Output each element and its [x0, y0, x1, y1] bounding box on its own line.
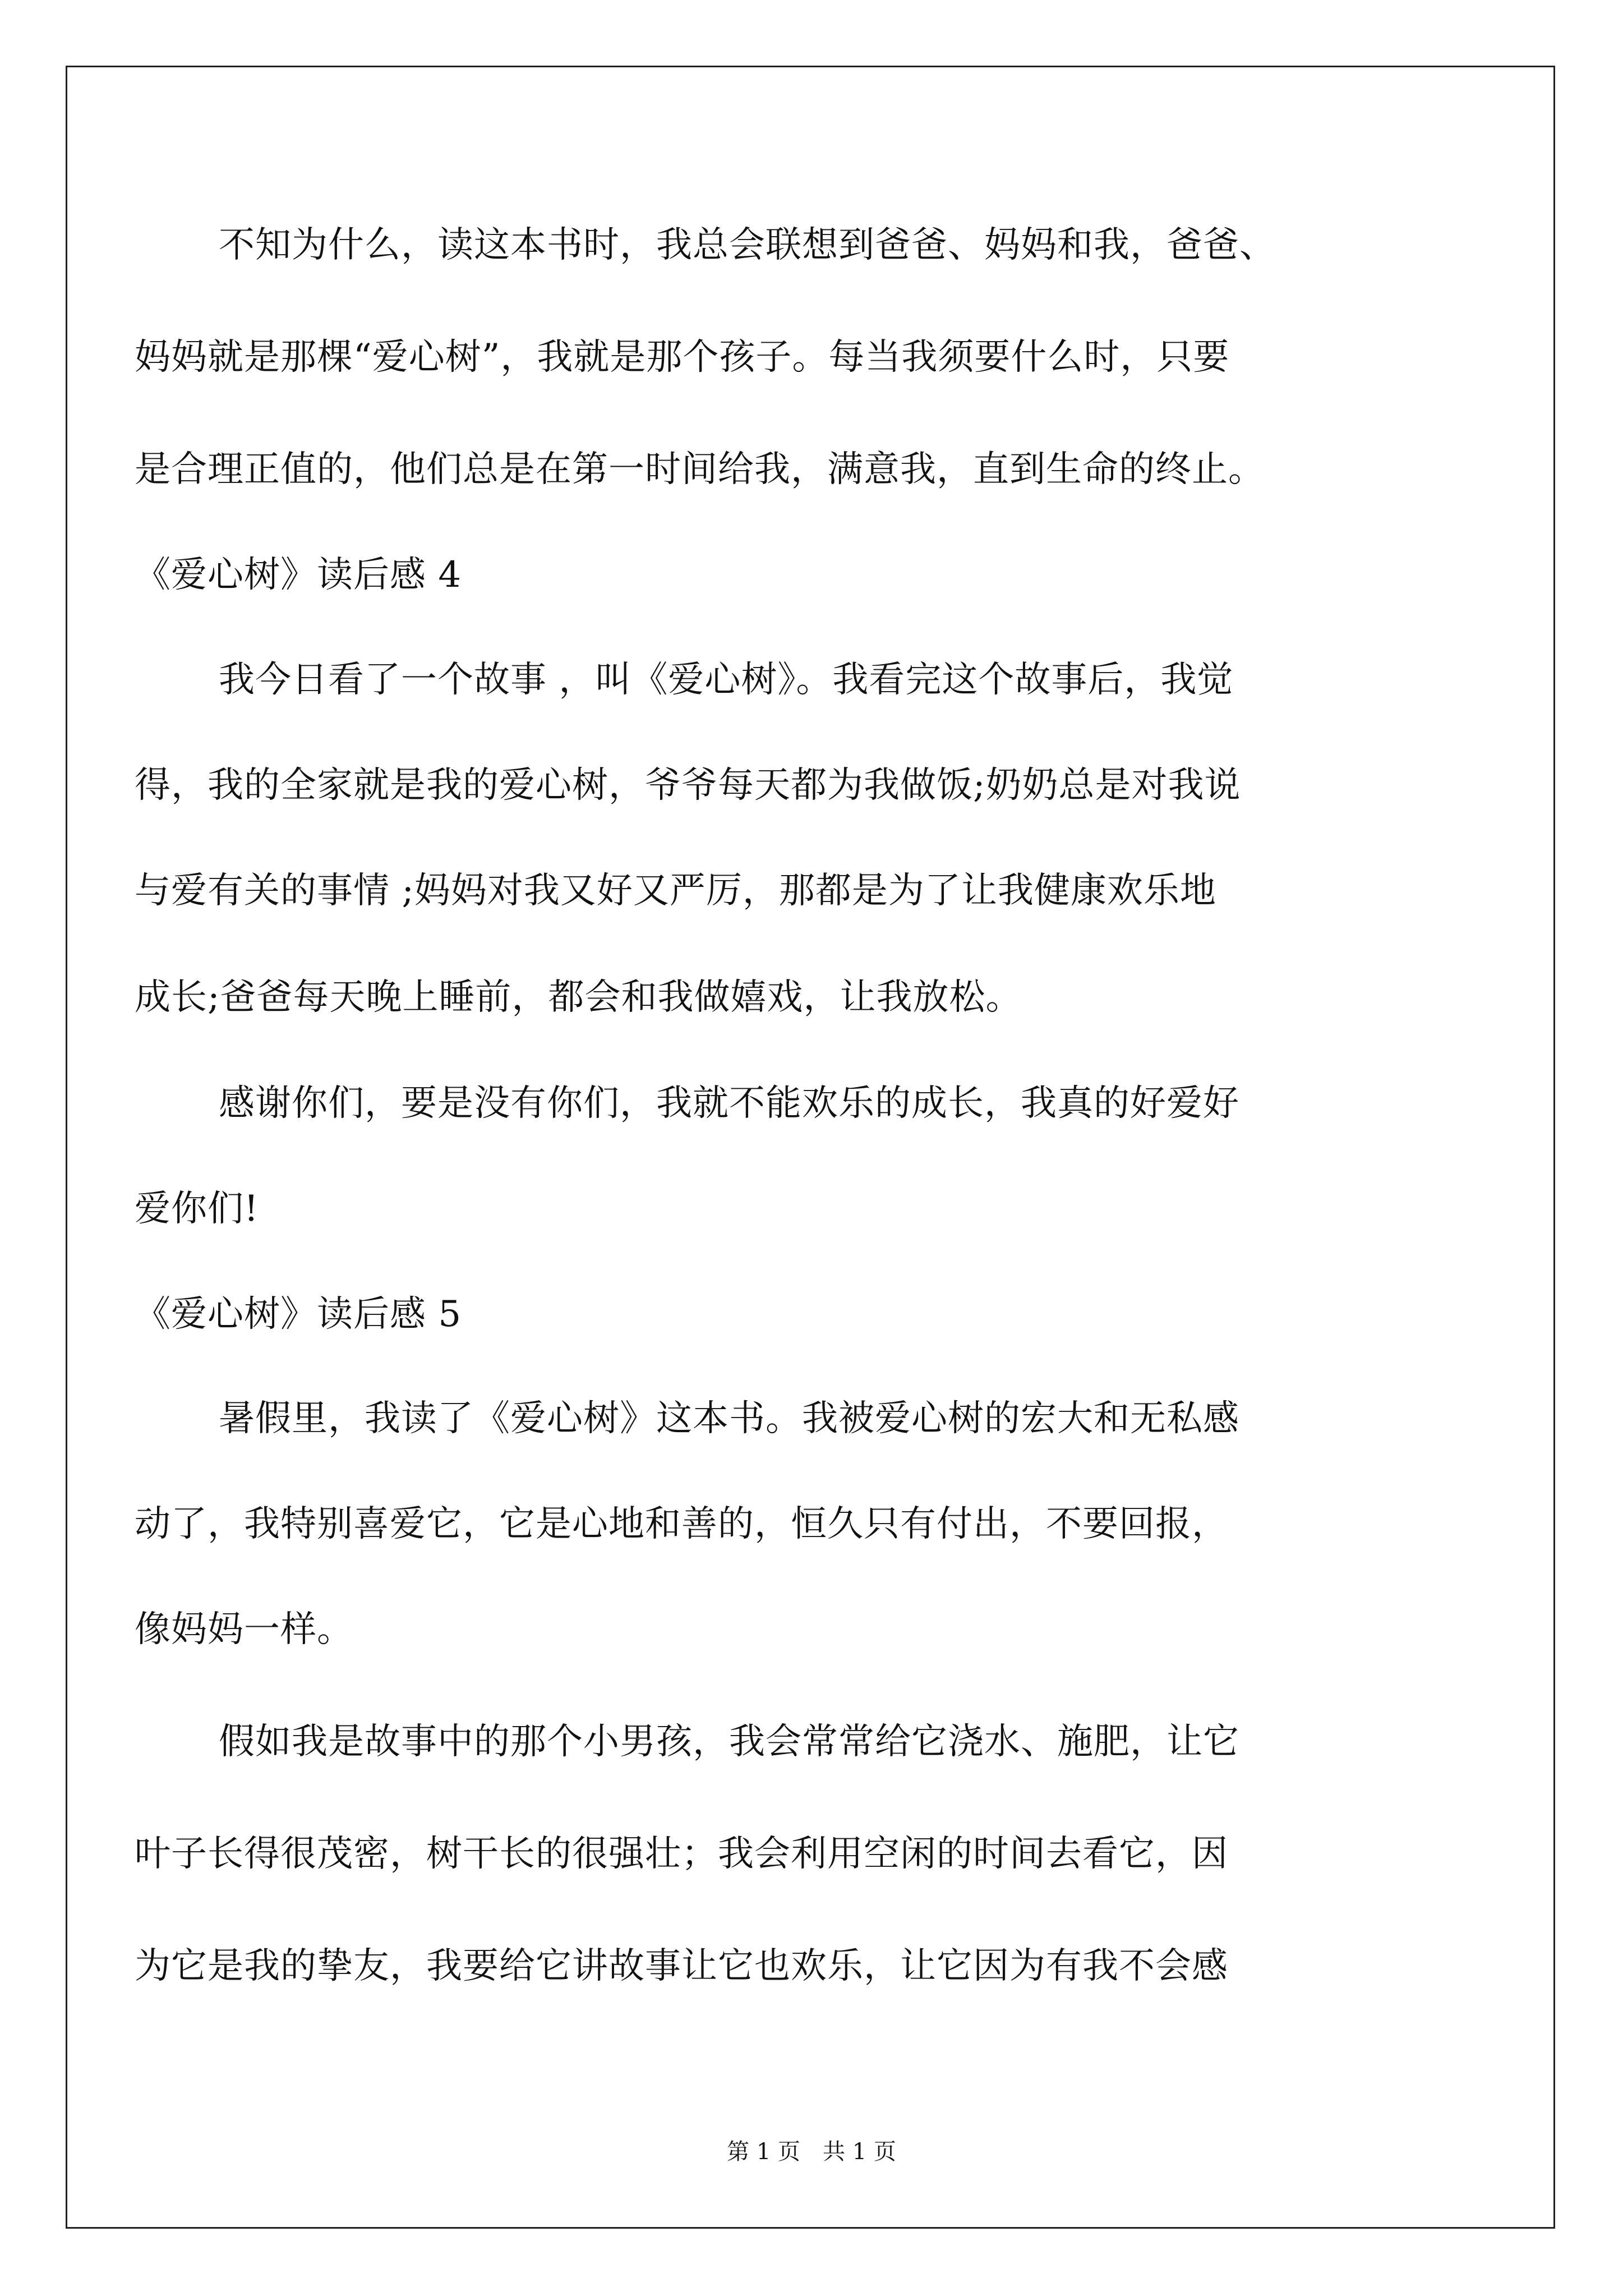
- text-line: 为它是我的挚友，我要给它讲故事让它也欢乐，让它因为有我不会感: [135, 1945, 1228, 1987]
- text-line: 感谢你们，要是没有你们，我就不能欢乐的成长，我真的好爱好: [219, 1083, 1239, 1124]
- section-heading: 《爱心树》读后感 4: [135, 554, 462, 596]
- text-line: 不知为什么，读这本书时，我总会联想到爸爸、妈妈和我，爸爸、: [219, 224, 1276, 266]
- text-line: 暑假里，我读了《爱心树》这本书。我被爱心树的宏大和无私感: [219, 1398, 1239, 1439]
- text-line: 妈妈就是那棵“爱心树”，我就是那个孩子。每当我须要什么时，只要: [135, 337, 1230, 378]
- text-line: 我今日看了一个故事 ，叫《爱心树》。我看完这个故事后，我觉: [219, 659, 1234, 701]
- text-line: 叶子长得很茂密，树干长的很强壮；我会利用空闲的时间去看它，因: [135, 1833, 1228, 1875]
- text-line: 假如我是故事中的那个小男孩，我会常常给它浇水、施肥，让它: [219, 1721, 1239, 1763]
- page-border: [66, 66, 1555, 2229]
- text-line: 爱你们!: [135, 1188, 259, 1230]
- text-line: 与爱有关的事情 ;妈妈对我又好又严厉，那都是为了让我健康欢乐地: [135, 870, 1216, 912]
- text-line: 是合理正值的，他们总是在第一时间给我，满意我，直到生命的终止。: [135, 449, 1265, 490]
- text-line: 像妈妈一样。: [135, 1609, 353, 1650]
- text-line: 动了，我特别喜爱它，它是心地和善的，恒久只有付出，不要回报，: [135, 1503, 1228, 1545]
- page-number-footer: 第 1 页 共 1 页: [727, 2139, 896, 2165]
- text-line: 成长;爸爸每天晚上睡前，都会和我做嬉戏，让我放松。: [135, 977, 1022, 1018]
- section-heading: 《爱心树》读后感 5: [135, 1294, 462, 1335]
- text-line: 得，我的全家就是我的爱心树，爷爷每天都为我做饭;奶奶总是对我说: [135, 765, 1241, 806]
